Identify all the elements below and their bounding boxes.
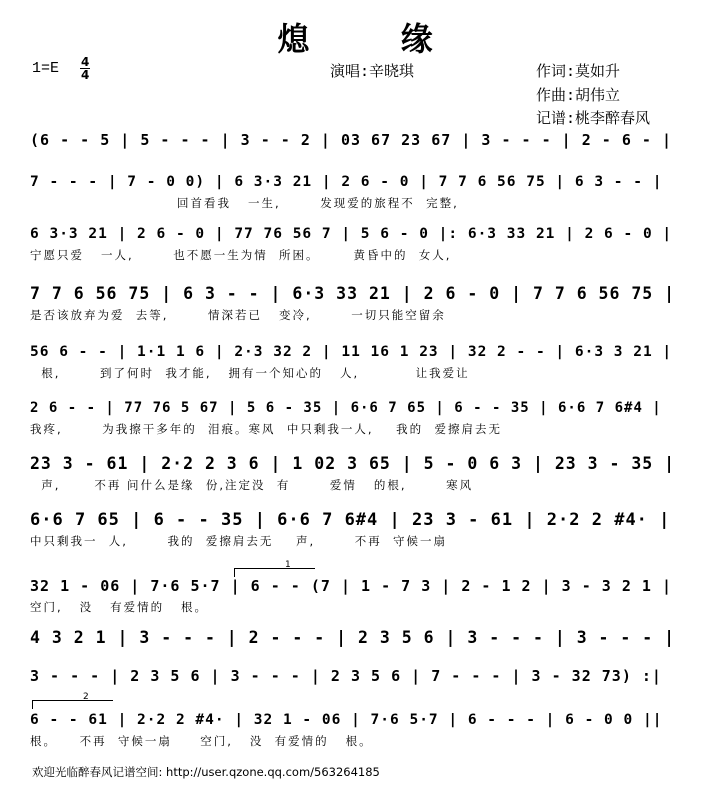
- lyric-line: 根, 到了何时 我才能, 拥有一个知心的 人, 让我爱让: [30, 366, 470, 380]
- composer-credit: 作曲:胡伟立: [536, 86, 621, 104]
- volta-1: [234, 560, 315, 577]
- notation-line: 23 3 - 61 | 2·2 2 3 6 | 1 02 3 65 | 5 - 0 6 3 | 23 3 - 35 |: [30, 454, 676, 473]
- lyric-line: [30, 689, 680, 705]
- notation-line: 6·6 7 65 | 6 - - 35 | 6·6 7 6#4 | 23 3 - 61 | 2·2 2 #4· |: [30, 510, 671, 530]
- volta-2-label: 2: [83, 692, 89, 702]
- lyric-line: 我疼, 为我擦干多年的 泪痕。寒风 中只剩我一人, 我的 爱擦肩去无: [30, 422, 502, 436]
- score-row: [30, 708, 680, 749]
- singer-credit: 演唱:辛晓琪: [330, 62, 415, 80]
- footer-text: 欢迎光临醉春风记谱空间: http://user.qzone.qq.com/563264185: [32, 765, 380, 779]
- notation-line: 32 1 - 06 | 7·6 5·7 | 6 - - (7 | 1 - 7 3 | 2 - 1 2 | 3 - 3 2 1 |: [30, 577, 672, 595]
- lyric-line: 是否该放弃为爱 去等, 情深若已 变冷, 一切只能空留余: [30, 308, 446, 322]
- score-row: [30, 170, 680, 211]
- score-row: [30, 282, 680, 323]
- meter-bottom: 4: [81, 68, 90, 82]
- lyric-line: 回首看我 一生, 发现爱的旅程不 完整,: [30, 196, 459, 210]
- notation-line: (6 - - 5 | 5 - - - | 3 - - 2 | 03 67 23 67 | 3 - - - | 2 - 6 - |: [30, 131, 672, 149]
- score-row: [30, 222, 680, 263]
- notation-line: 6 - - 61 | 2·2 2 #4· | 32 1 - 06 | 7·6 5·7 | 6 - - - | 6 - 0 0 ||: [30, 712, 663, 728]
- transcriber-credit: 记谱:桃李醉春风: [536, 109, 651, 127]
- lyric-line: 声, 不再 问什么是缘 份,注定没 有 爱情 的根, 寒风: [30, 478, 474, 492]
- lyric-line: 根。 不再 守候一扇 空门, 没 有爱情的 根。: [30, 734, 373, 748]
- score-row: [30, 452, 680, 493]
- score-row: [30, 128, 680, 169]
- song-title: 熄 缘: [277, 20, 473, 58]
- volta-1-label: 1: [285, 560, 291, 570]
- notation-line: 7 - - - | 7 - 0 0) | 6 3·3 21 | 2 6 - 0 | 7 7 6 56 75 | 6 3 - - |: [30, 174, 663, 190]
- lyric-line: [30, 153, 680, 169]
- score-row: [30, 508, 680, 549]
- lyric-line: 中只剩我一 人, 我的 爱擦肩去无 声, 不再 守候一扇: [30, 534, 448, 548]
- volta-2: [32, 692, 113, 709]
- notation-line: 4 3 2 1 | 3 - - - | 2 - - - | 2 3 5 6 | 3 - - - | 3 - - - |: [30, 628, 676, 647]
- lyric-line: 空门, 没 有爱情的 根。: [30, 600, 209, 614]
- notation-line: 7 7 6 56 75 | 6 3 - - | 6·3 33 21 | 2 6 - 0 | 7 7 6 56 75 |: [30, 284, 676, 303]
- notation-line: 2 6 - - | 77 76 5 67 | 5 6 - 35 | 6·6 7 65 | 6 - - 35 | 6·6 7 6#4 |: [30, 400, 662, 416]
- lyricist-credit: 作词:莫如升: [536, 62, 621, 80]
- lyric-line: 宁愿只爱 一人, 也不愿一生为情 所困。 黄昏中的 女人,: [30, 248, 452, 262]
- time-signature: [80, 56, 90, 81]
- score-row: [30, 340, 680, 381]
- score-row: [30, 664, 680, 705]
- score-row: [30, 626, 680, 667]
- score-row: [30, 574, 680, 615]
- meter-top: 4: [81, 55, 90, 69]
- notation-line: 6 3·3 21 | 2 6 - 0 | 77 76 56 7 | 5 6 - 0 |: 6·3 33 21 | 2 6 - 0 |: [30, 226, 673, 242]
- key-signature: 1=E: [32, 60, 60, 77]
- notation-line: 3 - - - | 2 3 5 6 | 3 - - - | 2 3 5 6 | 7 - - - | 3 - 32 73) :|: [30, 667, 662, 685]
- score-row: [30, 396, 680, 437]
- notation-line: 56 6 - - | 1·1 1 6 | 2·3 32 2 | 11 16 1 23 | 32 2 - - | 6·3 3 21 |: [30, 344, 673, 360]
